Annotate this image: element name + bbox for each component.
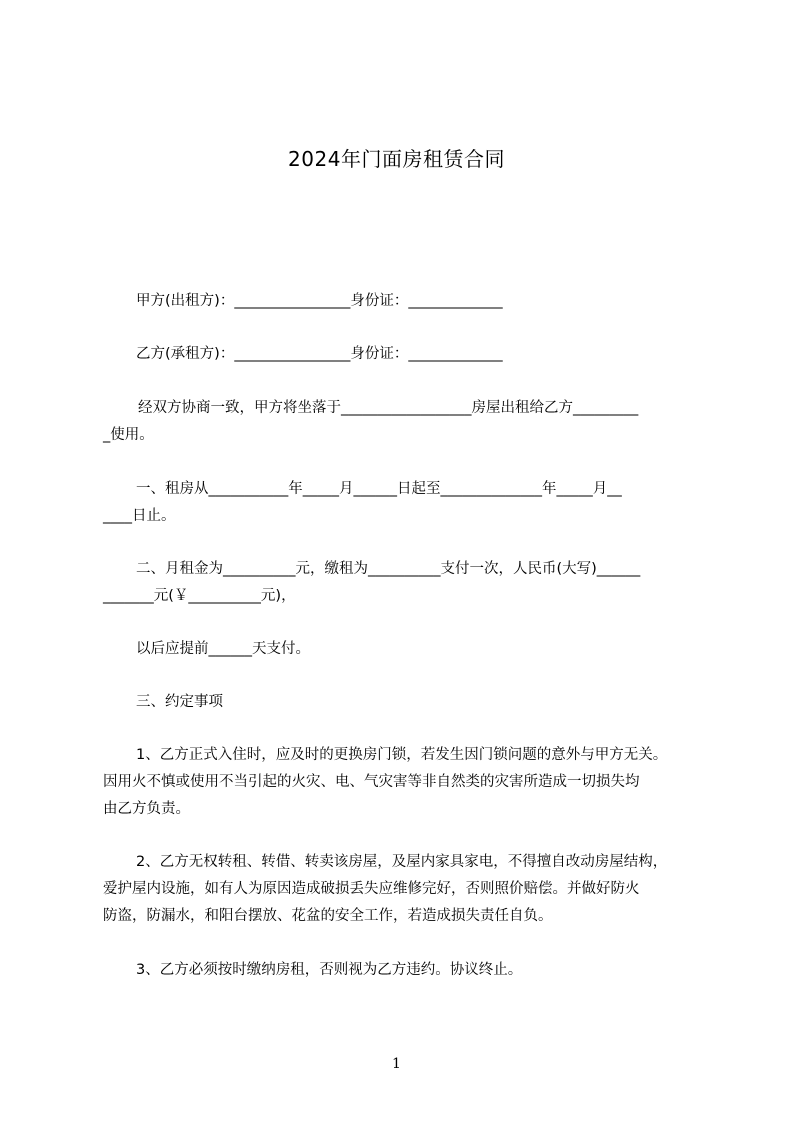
party-a-line: 甲方(出租方)：________________身份证：_____________: [136, 293, 503, 309]
clause-1-line-1: 1、乙方正式入住时，应及时的更换房门锁，若发生因门锁问题的意外与甲方无关。: [136, 747, 668, 763]
intro-line-2: _使用。: [103, 427, 154, 443]
rent-line-2: _______元(￥__________元)，: [103, 588, 296, 604]
page-number: 1: [392, 1056, 401, 1072]
clause-2-line-2: 爱护屋内设施，如有人为原因造成破损丢失应维修完好，否则照价赔偿。并做好防火: [103, 881, 640, 897]
term-line-2: ____日止。: [103, 508, 176, 524]
clause-1-line-3: 由乙方负责。: [103, 801, 190, 817]
rent-line-1: 二、月租金为__________元，缴租为__________支付一次，人民币(大写)______: [136, 561, 641, 577]
advance-pay-line: 以后应提前______天支付。: [136, 641, 310, 657]
term-line-1: 一、租房从___________年_____月______日起至______________年_____月__: [136, 481, 622, 497]
clause-2-line-3: 防盗，防漏水，和阳台摆放、花盆的安全工作，若造成损失责任自负。: [103, 908, 553, 924]
clause-2-line-1: 2、乙方无权转租、转借、转卖该房屋，及屋内家具家电，不得擅自改动房屋结构，: [136, 854, 668, 870]
document-title: 2024年门面房租赁合同: [288, 147, 505, 171]
party-b-line: 乙方(承租方)：________________身份证：_____________: [136, 346, 503, 362]
clause-3-line-1: 3、乙方必须按时缴纳房租，否则视为乙方违约。协议终止。: [136, 962, 523, 978]
section-three-heading: 三、约定事项: [136, 694, 223, 710]
intro-line-1: 经双方协商一致，甲方将坐落于__________________房屋出租给乙方_________: [138, 400, 639, 416]
clause-1-line-2: 因用火不慎或使用不当引起的火灾、电、气灾害等非自然类的灾害所造成一切损失均: [103, 774, 640, 790]
